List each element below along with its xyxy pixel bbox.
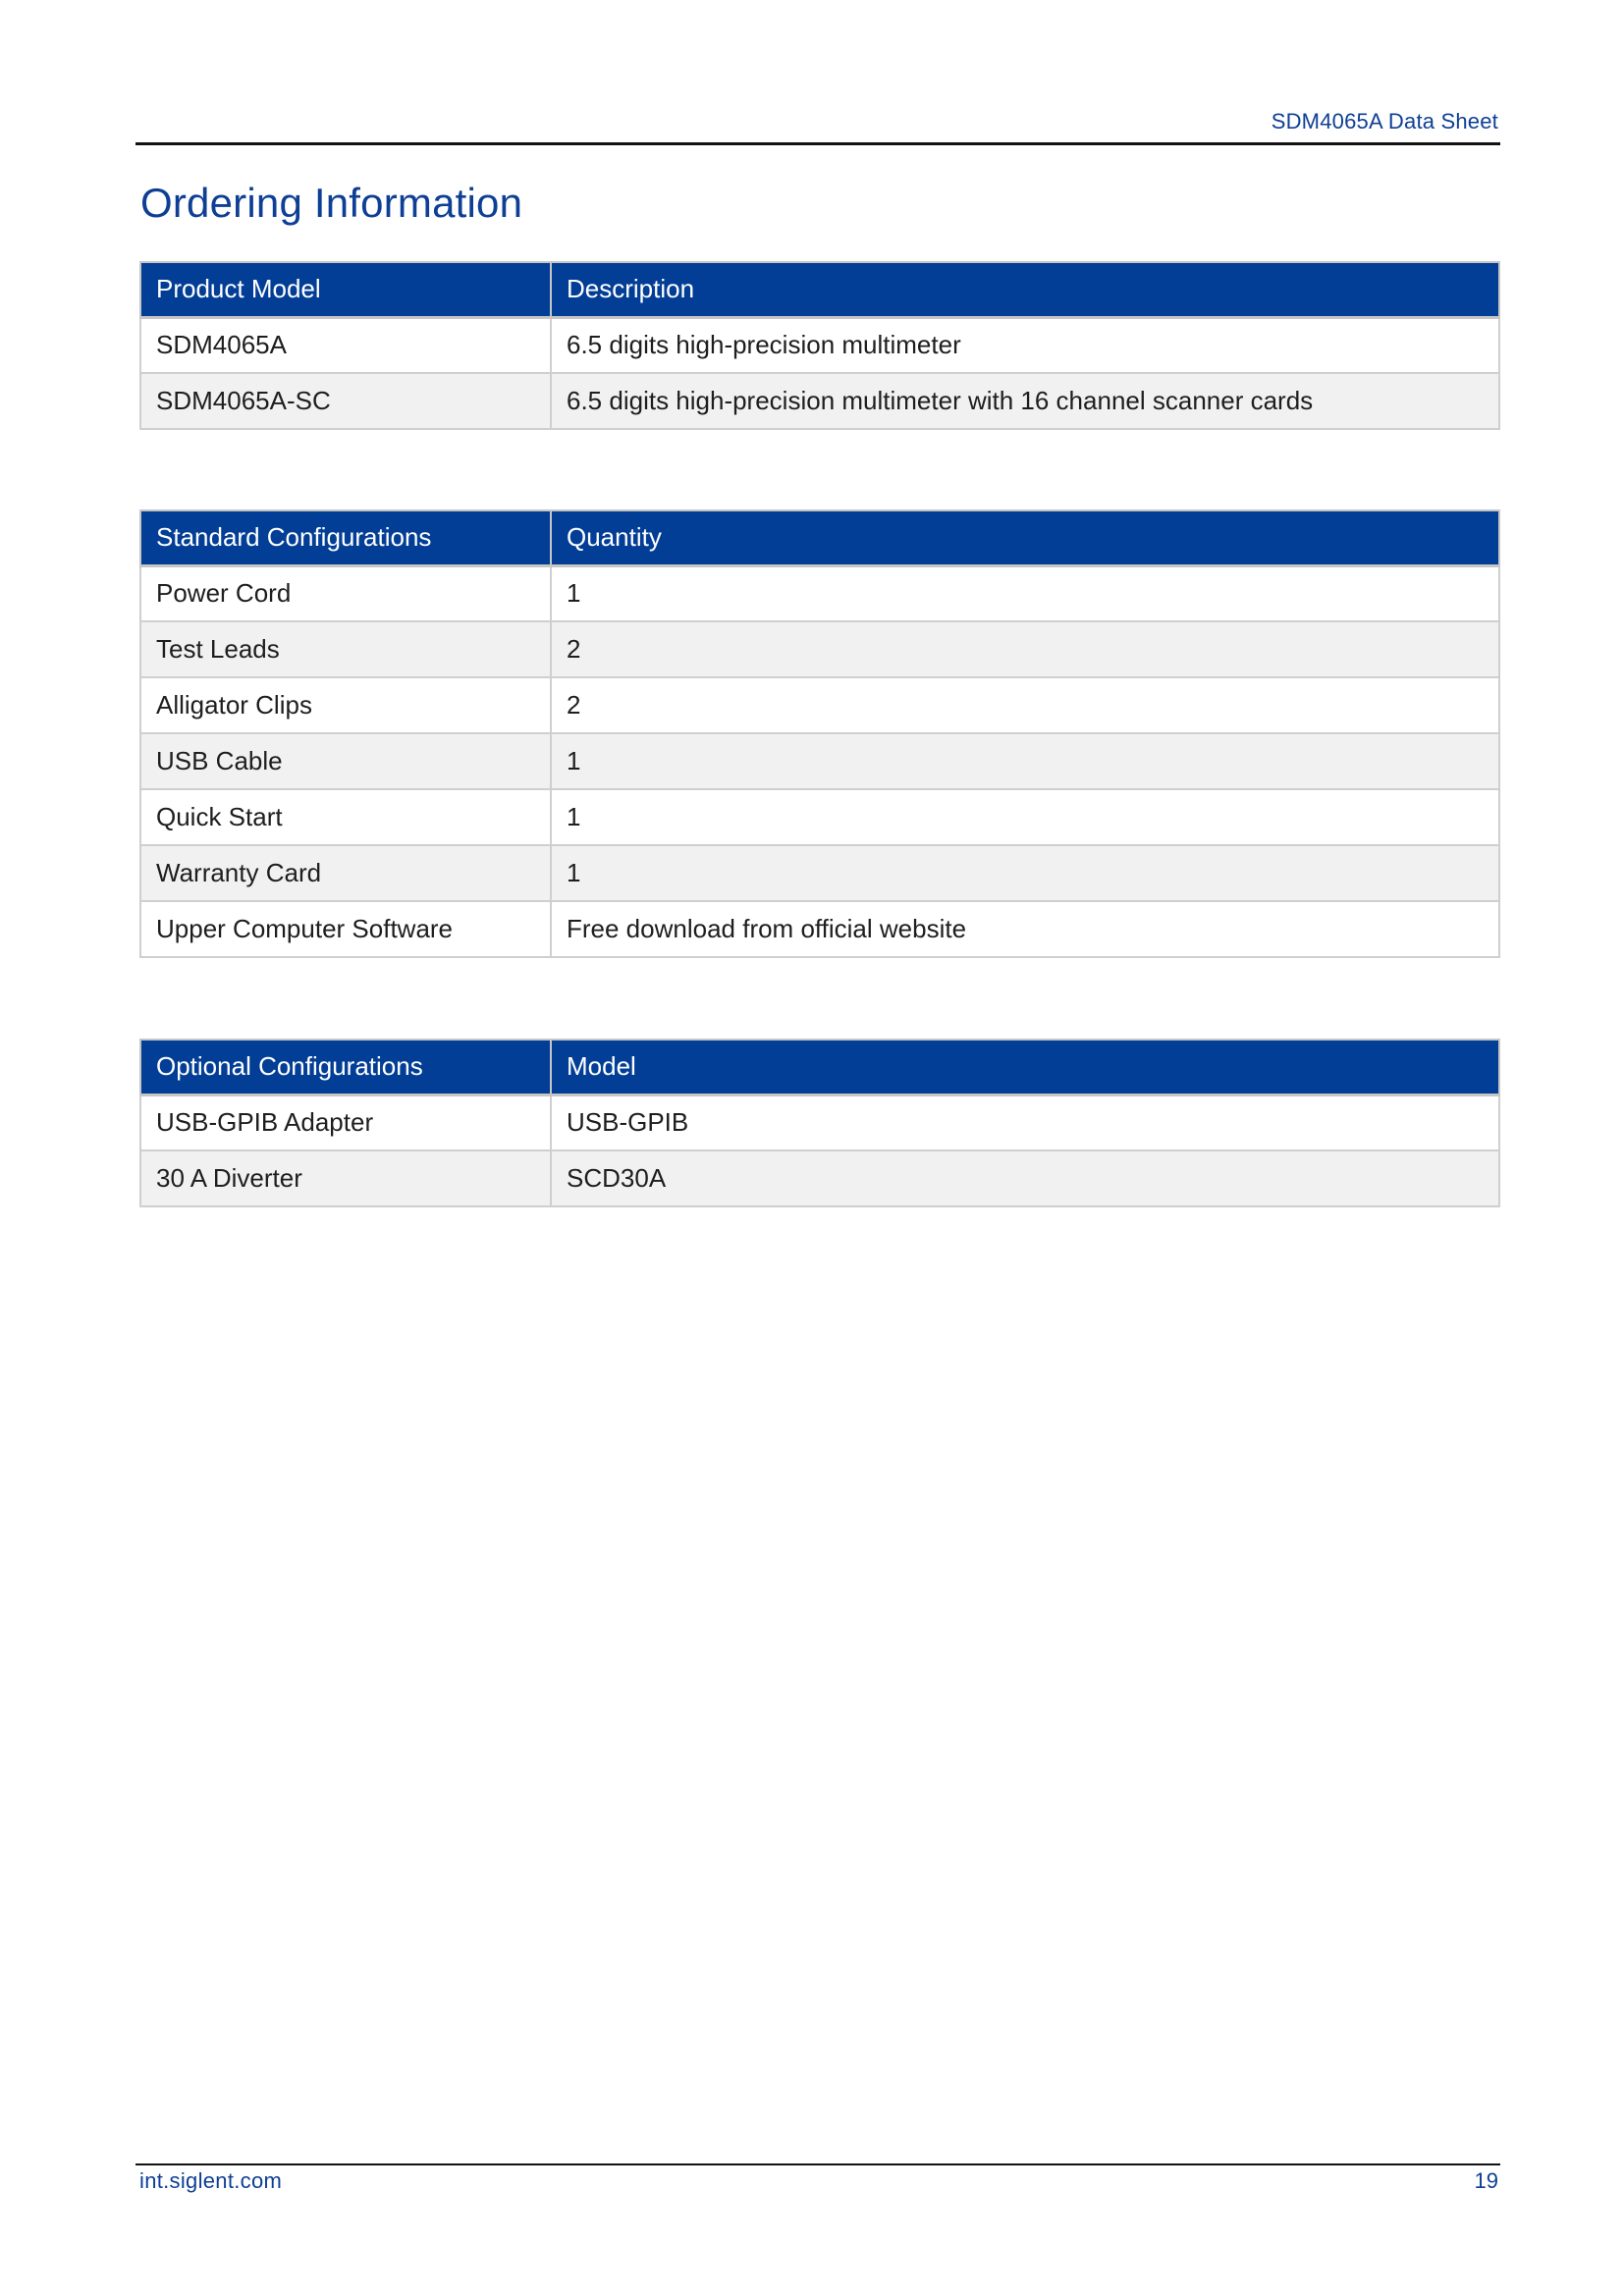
cell-item: Power Cord [140, 565, 551, 621]
standard-configurations-table [139, 509, 1500, 958]
header-cell-standard-configurations: Standard Configurations [140, 510, 551, 565]
table-row [140, 621, 1499, 677]
footer-site-link[interactable]: int.siglent.com [139, 2168, 283, 2193]
footer-rule [135, 2163, 1500, 2165]
header-cell-description: Description [551, 262, 1499, 317]
table-header-row [140, 510, 1499, 565]
cell-item: Upper Computer Software [140, 901, 551, 957]
cell-quantity: 2 [551, 621, 1499, 677]
table-row [140, 733, 1499, 789]
cell-quantity: 1 [551, 733, 1499, 789]
page-number: 19 [1474, 2168, 1498, 2193]
cell-quantity: 1 [551, 845, 1499, 901]
table-row [140, 901, 1499, 957]
cell-item: Alligator Clips [140, 677, 551, 733]
cell-quantity: Free download from official website [551, 901, 1499, 957]
cell-description: 6.5 digits high-precision multimeter with 16 channel scanner cards [551, 373, 1499, 429]
cell-quantity: 1 [551, 565, 1499, 621]
cell-model: SDM4065A [140, 317, 551, 373]
table-row [140, 789, 1499, 845]
header-doc-title: SDM4065A Data Sheet [1271, 109, 1498, 133]
ordering-table [139, 261, 1500, 430]
cell-item: USB Cable [140, 733, 551, 789]
header-cell-optional-configurations: Optional Configurations [140, 1040, 551, 1095]
cell-description: 6.5 digits high-precision multimeter [551, 317, 1499, 373]
table-row [140, 373, 1499, 429]
cell-item: USB-GPIB Adapter [140, 1095, 551, 1150]
table-row [140, 317, 1499, 373]
page-title: Ordering Information [140, 180, 523, 226]
cell-item: 30 A Diverter [140, 1150, 551, 1206]
header-cell-product-model: Product Model [140, 262, 551, 317]
optional-configurations-table [139, 1039, 1500, 1207]
cell-model: SCD30A [551, 1150, 1499, 1206]
cell-quantity: 1 [551, 789, 1499, 845]
cell-item: Warranty Card [140, 845, 551, 901]
cell-quantity: 2 [551, 677, 1499, 733]
cell-model: SDM4065A-SC [140, 373, 551, 429]
cell-item: Quick Start [140, 789, 551, 845]
cell-model: USB-GPIB [551, 1095, 1499, 1150]
table-row [140, 565, 1499, 621]
header-rule [135, 142, 1500, 145]
table-row [140, 677, 1499, 733]
table-row [140, 1095, 1499, 1150]
table-row [140, 1150, 1499, 1206]
table-header-row [140, 1040, 1499, 1095]
header-cell-model: Model [551, 1040, 1499, 1095]
table-header-row [140, 262, 1499, 317]
header-cell-quantity: Quantity [551, 510, 1499, 565]
table-row [140, 845, 1499, 901]
cell-item: Test Leads [140, 621, 551, 677]
